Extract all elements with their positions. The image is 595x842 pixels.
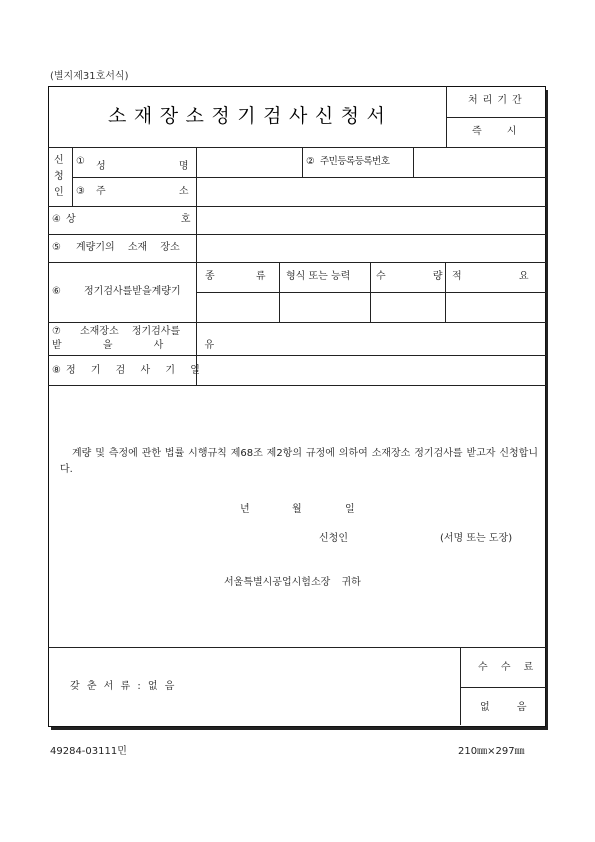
frame-shadow-bottom — [51, 727, 548, 730]
meter-header-capacity: 형식 또는 능력 — [286, 271, 351, 282]
divider-fee — [460, 647, 461, 725]
applicant-char-1: 신 — [54, 155, 64, 166]
application-statement: 계량 및 측정에 관한 법률 시행규칙 제68조 제2항의 규정에 의하여 소재장소 정기검사를 받고자 신청합니다. — [60, 448, 538, 475]
meter-header-quantity: 수 량 — [376, 271, 443, 282]
meter-type-cell[interactable] — [197, 293, 279, 322]
form-title: 소재장소정기검사신청서 — [108, 105, 393, 127]
location-label: 계량기의 소재 장소 — [76, 242, 180, 253]
meter-remarks-cell[interactable] — [446, 293, 545, 322]
signature-note: (서명 또는 도장) — [440, 533, 513, 544]
address-label: 주 소 — [96, 186, 189, 197]
date-day: 일 — [345, 504, 355, 515]
reason-label-1: 소재장소 정기검사를 — [80, 326, 181, 337]
attachments-note: 갖 춘 서 류 : 없 음 — [70, 681, 177, 692]
meter-header-remarks: 적 요 — [452, 271, 529, 282]
divider-name-resident — [302, 147, 303, 177]
signature-field[interactable] — [360, 530, 436, 548]
location-field[interactable] — [197, 235, 545, 262]
rule-above-footer — [48, 647, 546, 648]
form-serial: 49284-03111민 — [50, 746, 127, 757]
applicant-label: 신청인 — [319, 533, 348, 544]
business-label: 상 호 — [66, 214, 191, 225]
reason-label-2: 받 을 사 유 — [52, 340, 215, 351]
business-number: ④ — [52, 214, 61, 225]
meters-number: ⑥ — [52, 286, 61, 297]
meter-capacity-cell[interactable] — [280, 293, 370, 322]
divider-applicant — [72, 147, 73, 206]
address-number: ③ — [76, 186, 85, 197]
inspection-date-field[interactable] — [197, 356, 545, 385]
applicant-char-2: 청 — [54, 171, 64, 182]
resident-number-label: 주민등록등록번호 — [320, 156, 390, 167]
reason-number: ⑦ — [52, 326, 61, 337]
name-label-text: 성 명 — [96, 161, 189, 172]
fee-label: 수 수 료 — [478, 662, 534, 673]
meter-quantity-cell[interactable] — [371, 293, 445, 322]
name-label — [96, 157, 192, 172]
name-number: ① — [76, 156, 85, 167]
rule-under-location — [48, 262, 546, 263]
date-month: 월 — [292, 504, 302, 515]
divider-processing — [446, 86, 447, 147]
paper-size: 210㎜×297㎜ — [458, 746, 525, 757]
addressee: 서울특별시공업시험소장 귀하 — [224, 577, 361, 588]
date-year: 년 — [240, 504, 250, 515]
applicant-char-3: 인 — [54, 187, 64, 198]
rule-fee — [460, 687, 546, 688]
rule-processing — [447, 117, 546, 118]
address-field[interactable] — [197, 178, 545, 206]
name-field[interactable] — [197, 148, 301, 177]
location-number: ⑤ — [52, 242, 61, 253]
inspection-date-number: ⑧ — [52, 365, 61, 376]
meter-header-type: 종 류 — [205, 271, 266, 282]
resident-number-field[interactable] — [414, 148, 545, 177]
reason-field[interactable] — [197, 323, 545, 355]
processing-label: 처리기간 — [468, 95, 527, 106]
processing-value: 즉 시 — [472, 126, 517, 137]
meters-label: 정기검사를받을계량기 — [84, 286, 181, 297]
form-code: (별지제31호서식) — [50, 71, 129, 82]
fee-value: 없 음 — [480, 702, 527, 713]
resident-number-num: ② — [306, 156, 315, 167]
business-field[interactable] — [197, 207, 545, 234]
inspection-date-label: 정 기 검 사 기 일 — [66, 365, 200, 376]
rule-under-date — [48, 385, 546, 386]
